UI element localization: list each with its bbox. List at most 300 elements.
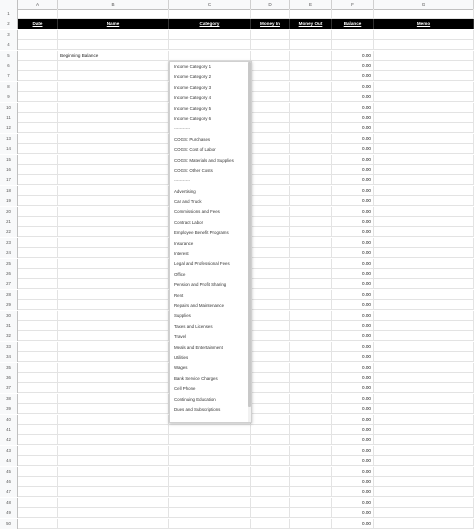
cell[interactable] bbox=[374, 248, 474, 258]
balance-cell[interactable]: 0.00 bbox=[332, 415, 374, 425]
cell[interactable] bbox=[251, 30, 290, 40]
cell[interactable] bbox=[251, 92, 290, 102]
cell[interactable] bbox=[251, 446, 290, 456]
balance-cell[interactable]: 0.00 bbox=[332, 404, 374, 414]
cell[interactable] bbox=[332, 40, 374, 50]
row-number[interactable]: 8 bbox=[0, 82, 18, 92]
balance-cell[interactable]: 0.00 bbox=[332, 217, 374, 227]
cell[interactable] bbox=[374, 321, 474, 331]
cell[interactable] bbox=[251, 9, 290, 19]
cell[interactable] bbox=[58, 300, 169, 310]
balance-cell[interactable]: 0.00 bbox=[332, 363, 374, 373]
dropdown-option[interactable]: Wages bbox=[174, 365, 188, 371]
dropdown-option[interactable]: Pension and Profit Sharing bbox=[174, 282, 227, 288]
cell[interactable] bbox=[251, 415, 290, 425]
balance-cell[interactable]: 0.00 bbox=[332, 311, 374, 321]
cell[interactable] bbox=[58, 415, 169, 425]
cell[interactable] bbox=[290, 290, 332, 300]
cell[interactable] bbox=[290, 82, 332, 92]
dropdown-option[interactable]: Income Category 3 bbox=[174, 84, 212, 90]
row-number[interactable]: 19 bbox=[0, 196, 18, 206]
cell[interactable] bbox=[290, 383, 332, 393]
cell[interactable] bbox=[251, 311, 290, 321]
cell[interactable] bbox=[58, 269, 169, 279]
cell[interactable] bbox=[58, 238, 169, 248]
cell[interactable] bbox=[290, 467, 332, 477]
cell[interactable] bbox=[374, 467, 474, 477]
cell[interactable] bbox=[374, 71, 474, 81]
row-number[interactable]: 20 bbox=[0, 207, 18, 217]
cell[interactable] bbox=[169, 467, 251, 477]
row-number[interactable]: 13 bbox=[0, 134, 18, 144]
cell[interactable] bbox=[251, 321, 290, 331]
row-number[interactable]: 23 bbox=[0, 238, 18, 248]
cell[interactable] bbox=[290, 9, 332, 19]
cell[interactable] bbox=[251, 71, 290, 81]
cell[interactable] bbox=[58, 321, 169, 331]
balance-cell[interactable]: 0.00 bbox=[332, 435, 374, 445]
cell[interactable] bbox=[58, 113, 169, 123]
dropdown-option[interactable]: Income Category 5 bbox=[174, 105, 212, 111]
dropdown-option[interactable]: Dues and Subscriptions bbox=[174, 406, 221, 412]
cell[interactable] bbox=[374, 373, 474, 383]
cell[interactable] bbox=[290, 404, 332, 414]
row-number[interactable]: 40 bbox=[0, 415, 18, 425]
balance-cell[interactable]: 0.00 bbox=[332, 269, 374, 279]
balance-cell[interactable]: 0.00 bbox=[332, 383, 374, 393]
row-number[interactable]: 14 bbox=[0, 144, 18, 154]
cell[interactable] bbox=[18, 259, 58, 269]
cell[interactable] bbox=[251, 467, 290, 477]
cell[interactable] bbox=[374, 217, 474, 227]
cell[interactable] bbox=[290, 61, 332, 71]
balance-cell[interactable]: 0.00 bbox=[332, 155, 374, 165]
cell[interactable] bbox=[169, 477, 251, 487]
balance-cell[interactable]: 0.00 bbox=[332, 508, 374, 518]
cell[interactable] bbox=[374, 290, 474, 300]
cell[interactable] bbox=[18, 477, 58, 487]
cell[interactable] bbox=[290, 71, 332, 81]
row-number[interactable]: 9 bbox=[0, 92, 18, 102]
cell[interactable] bbox=[58, 207, 169, 217]
category-dropdown-menu[interactable] bbox=[169, 61, 252, 423]
column-header-g[interactable]: G bbox=[374, 0, 474, 9]
cell[interactable] bbox=[58, 487, 169, 497]
cell[interactable] bbox=[169, 446, 251, 456]
cell[interactable] bbox=[58, 82, 169, 92]
balance-cell[interactable]: 0.00 bbox=[332, 487, 374, 497]
cell[interactable] bbox=[290, 217, 332, 227]
cell[interactable] bbox=[58, 217, 169, 227]
cell[interactable] bbox=[374, 165, 474, 175]
balance-cell[interactable]: 0.00 bbox=[332, 144, 374, 154]
dropdown-option[interactable]: Cell Phone bbox=[174, 386, 196, 392]
cell[interactable] bbox=[18, 40, 58, 50]
cell[interactable] bbox=[290, 207, 332, 217]
cell[interactable] bbox=[290, 238, 332, 248]
cell[interactable] bbox=[251, 279, 290, 289]
cell[interactable] bbox=[374, 446, 474, 456]
cell[interactable] bbox=[18, 227, 58, 237]
balance-cell[interactable]: 0.00 bbox=[332, 331, 374, 341]
cell[interactable] bbox=[374, 186, 474, 196]
cell[interactable] bbox=[251, 342, 290, 352]
cell[interactable] bbox=[58, 175, 169, 185]
cell[interactable] bbox=[18, 103, 58, 113]
balance-cell[interactable]: 0.00 bbox=[332, 227, 374, 237]
cell[interactable] bbox=[18, 51, 58, 61]
cell[interactable] bbox=[169, 30, 251, 40]
cell[interactable] bbox=[58, 123, 169, 133]
cell[interactable] bbox=[251, 123, 290, 133]
column-header-a[interactable]: A bbox=[18, 0, 58, 9]
balance-cell[interactable]: 0.00 bbox=[332, 61, 374, 71]
cell[interactable] bbox=[18, 415, 58, 425]
cell[interactable] bbox=[374, 155, 474, 165]
cell[interactable] bbox=[169, 40, 251, 50]
cell[interactable] bbox=[251, 40, 290, 50]
cell[interactable] bbox=[251, 134, 290, 144]
row-number[interactable]: 32 bbox=[0, 331, 18, 341]
cell[interactable] bbox=[18, 9, 58, 19]
cell[interactable] bbox=[290, 269, 332, 279]
cell[interactable] bbox=[374, 404, 474, 414]
cell[interactable] bbox=[18, 61, 58, 71]
cell[interactable] bbox=[290, 113, 332, 123]
row-number[interactable]: 5 bbox=[0, 51, 18, 61]
header-cell-money-out[interactable]: Money Out bbox=[290, 19, 332, 29]
balance-cell[interactable]: 0.00 bbox=[332, 175, 374, 185]
cell[interactable] bbox=[374, 456, 474, 466]
cell[interactable] bbox=[18, 404, 58, 414]
balance-cell[interactable]: 0.00 bbox=[332, 248, 374, 258]
cell[interactable] bbox=[18, 217, 58, 227]
row-number[interactable]: 18 bbox=[0, 186, 18, 196]
row-number[interactable]: 46 bbox=[0, 477, 18, 487]
dropdown-option[interactable]: Repairs and Maintenance bbox=[174, 302, 225, 308]
cell[interactable] bbox=[18, 300, 58, 310]
cell[interactable] bbox=[374, 425, 474, 435]
cell[interactable] bbox=[58, 394, 169, 404]
dropdown-option[interactable]: Meals and Entertainment bbox=[174, 344, 223, 350]
cell[interactable] bbox=[290, 30, 332, 40]
cell[interactable] bbox=[374, 394, 474, 404]
cell[interactable] bbox=[251, 248, 290, 258]
cell[interactable] bbox=[374, 51, 474, 61]
balance-cell[interactable]: 0.00 bbox=[332, 82, 374, 92]
row-number[interactable]: 25 bbox=[0, 259, 18, 269]
cell[interactable] bbox=[18, 352, 58, 362]
cell[interactable] bbox=[58, 30, 169, 40]
row-number[interactable]: 39 bbox=[0, 404, 18, 414]
cell[interactable] bbox=[251, 165, 290, 175]
dropdown-option[interactable]: Advertising bbox=[174, 188, 196, 194]
row-number[interactable]: 47 bbox=[0, 487, 18, 497]
cell[interactable] bbox=[169, 456, 251, 466]
cell[interactable] bbox=[251, 373, 290, 383]
row-number[interactable]: 50 bbox=[0, 519, 18, 529]
cell[interactable] bbox=[374, 519, 474, 529]
cell[interactable] bbox=[290, 40, 332, 50]
cell[interactable] bbox=[374, 144, 474, 154]
row-number[interactable]: 21 bbox=[0, 217, 18, 227]
balance-cell[interactable]: 0.00 bbox=[332, 207, 374, 217]
beginning-balance-label[interactable]: Beginning Balance bbox=[58, 51, 169, 61]
cell[interactable] bbox=[290, 446, 332, 456]
cell[interactable] bbox=[251, 82, 290, 92]
cell[interactable] bbox=[18, 82, 58, 92]
cell[interactable] bbox=[290, 425, 332, 435]
cell[interactable] bbox=[169, 487, 251, 497]
balance-cell[interactable]: 0.00 bbox=[332, 394, 374, 404]
balance-cell[interactable]: 0.00 bbox=[332, 103, 374, 113]
cell[interactable] bbox=[290, 373, 332, 383]
cell[interactable] bbox=[290, 363, 332, 373]
cell[interactable] bbox=[290, 300, 332, 310]
cell[interactable] bbox=[290, 331, 332, 341]
cell[interactable] bbox=[58, 259, 169, 269]
cell[interactable] bbox=[18, 196, 58, 206]
cell[interactable] bbox=[169, 519, 251, 529]
dropdown-scroll-thumb[interactable] bbox=[248, 62, 251, 407]
cell[interactable] bbox=[290, 311, 332, 321]
dropdown-option[interactable]: Car and Truck bbox=[174, 199, 202, 205]
dropdown-option[interactable]: Income Category 1 bbox=[174, 64, 212, 69]
row-number[interactable]: 31 bbox=[0, 321, 18, 331]
cell[interactable] bbox=[374, 9, 474, 19]
cell[interactable] bbox=[58, 498, 169, 508]
cell[interactable] bbox=[18, 290, 58, 300]
cell[interactable] bbox=[290, 394, 332, 404]
cell[interactable] bbox=[290, 134, 332, 144]
cell[interactable] bbox=[290, 352, 332, 362]
cell[interactable] bbox=[18, 248, 58, 258]
balance-cell[interactable]: 0.00 bbox=[332, 113, 374, 123]
cell[interactable] bbox=[58, 165, 169, 175]
row-number[interactable]: 41 bbox=[0, 425, 18, 435]
cell[interactable] bbox=[251, 186, 290, 196]
cell[interactable] bbox=[251, 425, 290, 435]
cell[interactable] bbox=[251, 259, 290, 269]
cell[interactable] bbox=[18, 144, 58, 154]
cell[interactable] bbox=[251, 227, 290, 237]
cell[interactable] bbox=[374, 113, 474, 123]
cell[interactable] bbox=[169, 435, 251, 445]
cell[interactable] bbox=[18, 394, 58, 404]
cell[interactable] bbox=[58, 290, 169, 300]
cell[interactable] bbox=[169, 425, 251, 435]
cell[interactable] bbox=[374, 331, 474, 341]
dropdown-option[interactable]: COGS: Purchases bbox=[174, 136, 211, 142]
cell[interactable] bbox=[290, 103, 332, 113]
dropdown-option[interactable]: Travel bbox=[174, 334, 187, 340]
cell[interactable] bbox=[18, 279, 58, 289]
cell[interactable] bbox=[251, 290, 290, 300]
cell[interactable] bbox=[332, 9, 374, 19]
dropdown-option[interactable]: Income Category 4 bbox=[174, 95, 212, 101]
cell[interactable] bbox=[58, 467, 169, 477]
cell[interactable] bbox=[18, 134, 58, 144]
row-number[interactable]: 7 bbox=[0, 71, 18, 81]
cell[interactable] bbox=[18, 435, 58, 445]
cell[interactable] bbox=[251, 383, 290, 393]
column-header-f[interactable]: F bbox=[332, 0, 374, 9]
row-number[interactable]: 16 bbox=[0, 165, 18, 175]
dropdown-option[interactable]: Rent bbox=[174, 292, 184, 298]
balance-cell[interactable]: 0.00 bbox=[332, 238, 374, 248]
cell[interactable] bbox=[251, 477, 290, 487]
cell[interactable] bbox=[18, 238, 58, 248]
dropdown-scrollbar[interactable] bbox=[248, 62, 251, 422]
row-number[interactable]: 34 bbox=[0, 352, 18, 362]
cell[interactable] bbox=[18, 487, 58, 497]
cell[interactable] bbox=[58, 446, 169, 456]
cell[interactable] bbox=[58, 71, 169, 81]
cell[interactable] bbox=[58, 508, 169, 518]
cell[interactable] bbox=[58, 404, 169, 414]
cell[interactable] bbox=[374, 227, 474, 237]
cell[interactable] bbox=[251, 331, 290, 341]
cell[interactable] bbox=[58, 155, 169, 165]
cell[interactable] bbox=[18, 113, 58, 123]
cell[interactable] bbox=[58, 435, 169, 445]
dropdown-option[interactable]: Income Category 2 bbox=[174, 74, 212, 80]
cell[interactable] bbox=[290, 321, 332, 331]
dropdown-option[interactable]: Legal and Professional Fees bbox=[174, 261, 230, 267]
row-number[interactable]: 37 bbox=[0, 383, 18, 393]
cell[interactable] bbox=[374, 103, 474, 113]
row-number[interactable]: 26 bbox=[0, 269, 18, 279]
cell[interactable] bbox=[290, 456, 332, 466]
cell[interactable] bbox=[18, 456, 58, 466]
cell[interactable] bbox=[251, 207, 290, 217]
cell[interactable] bbox=[290, 519, 332, 529]
balance-cell[interactable]: 0.00 bbox=[332, 456, 374, 466]
cell[interactable] bbox=[374, 311, 474, 321]
cell[interactable] bbox=[374, 487, 474, 497]
cell[interactable] bbox=[374, 342, 474, 352]
cell[interactable] bbox=[58, 456, 169, 466]
cell[interactable] bbox=[290, 415, 332, 425]
cell[interactable] bbox=[251, 217, 290, 227]
cell[interactable] bbox=[374, 175, 474, 185]
cell[interactable] bbox=[374, 92, 474, 102]
row-number[interactable]: 11 bbox=[0, 113, 18, 123]
row-number[interactable]: 33 bbox=[0, 342, 18, 352]
column-header-d[interactable]: D bbox=[251, 0, 290, 9]
cell[interactable] bbox=[251, 456, 290, 466]
header-cell-memo[interactable]: Memo bbox=[374, 19, 474, 29]
cell[interactable] bbox=[374, 61, 474, 71]
row-number[interactable]: 38 bbox=[0, 394, 18, 404]
balance-cell[interactable]: 0.00 bbox=[332, 373, 374, 383]
row-number[interactable]: 6 bbox=[0, 61, 18, 71]
cell[interactable] bbox=[18, 207, 58, 217]
cell[interactable] bbox=[251, 300, 290, 310]
cell[interactable] bbox=[18, 165, 58, 175]
cell[interactable] bbox=[18, 186, 58, 196]
cell[interactable] bbox=[58, 134, 169, 144]
dropdown-option[interactable]: COGS: Materials and Supplies bbox=[174, 157, 234, 163]
cell[interactable] bbox=[18, 508, 58, 518]
dropdown-option[interactable]: Interest bbox=[174, 251, 189, 257]
dropdown-option[interactable]: Bank Service Charges bbox=[174, 375, 218, 381]
cell[interactable] bbox=[374, 123, 474, 133]
cell[interactable] bbox=[374, 363, 474, 373]
cell[interactable] bbox=[374, 352, 474, 362]
cell[interactable] bbox=[374, 207, 474, 217]
row-number[interactable]: 10 bbox=[0, 103, 18, 113]
cell[interactable] bbox=[58, 352, 169, 362]
cell[interactable] bbox=[374, 259, 474, 269]
balance-cell[interactable]: 0.00 bbox=[332, 321, 374, 331]
cell[interactable] bbox=[251, 155, 290, 165]
balance-cell[interactable]: 0.00 bbox=[332, 446, 374, 456]
balance-cell[interactable]: 0.00 bbox=[332, 290, 374, 300]
cell[interactable] bbox=[290, 144, 332, 154]
row-number[interactable]: 30 bbox=[0, 311, 18, 321]
row-number[interactable]: 43 bbox=[0, 446, 18, 456]
cell[interactable] bbox=[374, 300, 474, 310]
cell[interactable] bbox=[251, 487, 290, 497]
cell[interactable] bbox=[290, 508, 332, 518]
cell[interactable] bbox=[18, 71, 58, 81]
cell[interactable] bbox=[169, 508, 251, 518]
cell[interactable] bbox=[290, 487, 332, 497]
column-header-e[interactable]: E bbox=[290, 0, 332, 9]
balance-cell[interactable]: 0.00 bbox=[332, 279, 374, 289]
balance-cell[interactable]: 0.00 bbox=[332, 467, 374, 477]
cell[interactable] bbox=[251, 363, 290, 373]
cell[interactable] bbox=[58, 144, 169, 154]
cell[interactable] bbox=[374, 508, 474, 518]
balance-cell[interactable]: 0.00 bbox=[332, 196, 374, 206]
balance-cell[interactable]: 0.00 bbox=[332, 165, 374, 175]
cell[interactable] bbox=[58, 342, 169, 352]
cell[interactable] bbox=[290, 123, 332, 133]
cell[interactable] bbox=[251, 498, 290, 508]
cell[interactable] bbox=[18, 175, 58, 185]
dropdown-option[interactable]: COGS: Other Costs bbox=[174, 167, 213, 173]
cell[interactable] bbox=[251, 394, 290, 404]
cell[interactable] bbox=[374, 498, 474, 508]
cell[interactable] bbox=[251, 175, 290, 185]
cell[interactable] bbox=[58, 363, 169, 373]
cell[interactable] bbox=[290, 186, 332, 196]
row-number[interactable]: 12 bbox=[0, 123, 18, 133]
row-number[interactable]: 24 bbox=[0, 248, 18, 258]
cell[interactable] bbox=[374, 477, 474, 487]
cell[interactable] bbox=[290, 196, 332, 206]
cell[interactable] bbox=[374, 30, 474, 40]
cell[interactable] bbox=[290, 175, 332, 185]
cell[interactable] bbox=[18, 123, 58, 133]
cell[interactable] bbox=[18, 155, 58, 165]
dropdown-option[interactable]: Continuing Education bbox=[174, 396, 216, 402]
cell[interactable] bbox=[251, 144, 290, 154]
cell[interactable] bbox=[18, 425, 58, 435]
balance-cell[interactable]: 0.00 bbox=[332, 51, 374, 61]
row-number[interactable]: 48 bbox=[0, 498, 18, 508]
cell[interactable] bbox=[374, 269, 474, 279]
dropdown-option[interactable]: Commissions and Fees bbox=[174, 209, 220, 215]
balance-cell[interactable]: 0.00 bbox=[332, 477, 374, 487]
cell[interactable] bbox=[58, 9, 169, 19]
cell[interactable] bbox=[374, 82, 474, 92]
cell[interactable] bbox=[290, 92, 332, 102]
cell[interactable] bbox=[58, 186, 169, 196]
header-cell-category[interactable]: Category bbox=[169, 19, 251, 29]
